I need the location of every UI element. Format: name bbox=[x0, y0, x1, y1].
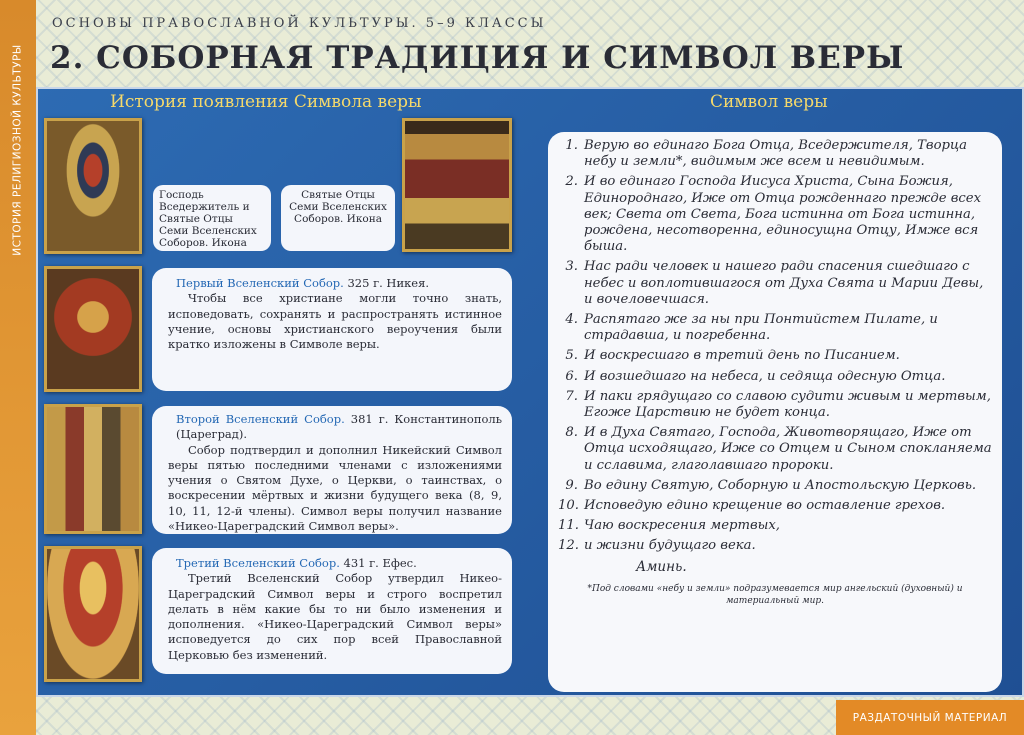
creed-number: 5. bbox=[565, 348, 578, 364]
council-card-second bbox=[152, 406, 512, 534]
council-third-text: Третий Вселенский Собор утвердил Никео-Цареградский Символ веры и строго воспретил делать в нём какие бы то ни было изменения и дополнения. «Никео-Цареградский Символ веры» исповедуется до сих пор всей Православной Церковью без изменений. bbox=[168, 571, 502, 662]
council-card-third bbox=[152, 548, 512, 674]
creed-number: 10. bbox=[558, 498, 579, 514]
creed-text: Верую во единаго Бога Отца, Вседержителя, Творца небу и земли*, видимым же всем и невидимым. bbox=[584, 138, 968, 170]
creed-text: и жизни будущаго века. bbox=[584, 538, 756, 554]
page-title: 2. СОБОРНАЯ ТРАДИЦИЯ И СИМВОЛ ВЕРЫ bbox=[50, 40, 905, 76]
creed-text: И в Духа Святаго, Господа, Животворящаго, Иже от Отца исходящаго, Иже со Отцем и Сыном спокланяема и сславима, глаголавшаго пророки. bbox=[584, 425, 992, 473]
creed-item bbox=[558, 348, 992, 364]
council-third-title: Третий Вселенский Собор. bbox=[176, 556, 340, 570]
creed-item bbox=[558, 259, 992, 308]
creed-text: И во единаго Господа Иисуса Христа, Сына Божия, Единороднаго, Иже от Отца рожденнаго прежде всех век; Света от Света, Бога истинна от Бога истинна, рождена, несотворенна, единосущна Отцу, Имже вся быша. bbox=[584, 174, 982, 255]
caption-christ-pantocrator: Господь Вседержитель и Святые Отцы Семи Вселенских Соборов. Икона bbox=[153, 185, 271, 251]
handout-badge: РАЗДАТОЧНЫЙ МАТЕРИАЛ bbox=[836, 700, 1024, 735]
creed-amen: Аминь. bbox=[636, 558, 687, 575]
council-card-first bbox=[152, 268, 512, 391]
creed-item bbox=[558, 425, 992, 474]
creed-item bbox=[558, 174, 992, 255]
council-second-text: Собор подтвердил и дополнил Никейский Символ веры пятью последними членами с изложениями учения о Святом Духе, о Церкви, о таинствах, о воскресении мёртвых и жизни будущего века (8, 9, 10, 11, 12-й члены). Символ веры получил название «Никео-Цареградский Символ веры». bbox=[168, 442, 502, 534]
icon-image-first-council bbox=[44, 266, 142, 392]
creed-item bbox=[558, 369, 992, 385]
creed-box bbox=[548, 132, 1002, 692]
creed-item bbox=[558, 138, 992, 170]
creed-number: 4. bbox=[565, 312, 578, 328]
creed-number: 12. bbox=[558, 538, 579, 554]
creed-text: И воскресшаго в третий день по Писанием. bbox=[584, 348, 900, 364]
creed-item bbox=[558, 312, 992, 344]
council-second-date: 381 г. Константинополь (Цареград). bbox=[176, 412, 502, 442]
footnote: *Под словами «небу и земли» подразумевается мир ангельский (духовный) и материальный мир. bbox=[587, 583, 963, 606]
creed-text: Исповедую едино крещение во оставление грехов. bbox=[584, 498, 946, 514]
creed-item bbox=[558, 538, 992, 554]
council-second-title: Второй Вселенский Собор. bbox=[176, 412, 345, 426]
council-first-title: Первый Вселенский Собор. bbox=[176, 276, 344, 290]
icon-image-christ-pantocrator bbox=[44, 118, 142, 254]
creed-item bbox=[558, 498, 992, 514]
right-heading: Символ веры bbox=[710, 92, 828, 112]
creed-item bbox=[558, 389, 992, 421]
course-line: ОСНОВЫ ПРАВОСЛАВНОЙ КУЛЬТУРЫ. 5–9 КЛАССЫ bbox=[52, 16, 547, 31]
creed-item bbox=[558, 478, 992, 494]
creed-text: Распятаго же за ны при Понтийстем Пилате, и страдавша, и погребенна. bbox=[584, 312, 938, 344]
creed-text: Чаю воскресения мертвых, bbox=[584, 518, 781, 534]
caption-holy-fathers: Святые Отцы Семи Вселенских Соборов. Икона bbox=[281, 185, 395, 251]
council-first-date: 325 г. Никея. bbox=[343, 276, 430, 290]
icon-image-holy-fathers bbox=[402, 118, 512, 252]
creed-number: 2. bbox=[565, 174, 578, 190]
creed-text: И возшедшаго на небеса, и седяща одесную Отца. bbox=[584, 368, 946, 384]
creed-text: Нас ради человек и нашего ради спасения сшедшаго с небес и воплотившагося от Духа Свята и Марии Девы, и вочеловечшася. bbox=[584, 259, 984, 307]
creed-text: И паки грядущаго со славою судити живым и мертвым, Егоже Царствию не будет конца. bbox=[584, 388, 991, 421]
creed-number: 9. bbox=[565, 477, 578, 493]
icon-image-third-council bbox=[44, 546, 142, 682]
creed-number: 3. bbox=[565, 259, 578, 275]
creed-text: Во едину Святую, Соборную и Апостольскую Церковь. bbox=[584, 477, 977, 493]
creed-number: 8. bbox=[565, 425, 578, 441]
creed-item bbox=[558, 518, 992, 534]
side-strip bbox=[0, 0, 36, 735]
creed-number: 7. bbox=[565, 388, 578, 404]
council-first-text: Чтобы все христиане могли точно знать, исповедовать, сохранять и распространять истинное учение, основы христианского вероучения были кратко изложены в Символе веры. bbox=[168, 291, 502, 352]
creed-number: 1. bbox=[565, 138, 578, 153]
council-third-date: 431 г. Ефес. bbox=[339, 556, 417, 570]
icon-image-second-council bbox=[44, 404, 142, 534]
side-label: ИСТОРИЯ РЕЛИГИОЗНОЙ КУЛЬТУРЫ bbox=[12, 44, 24, 256]
creed-number: 11. bbox=[558, 518, 579, 534]
left-heading: История появления Символа веры bbox=[110, 92, 422, 112]
creed-number: 6. bbox=[565, 368, 578, 384]
